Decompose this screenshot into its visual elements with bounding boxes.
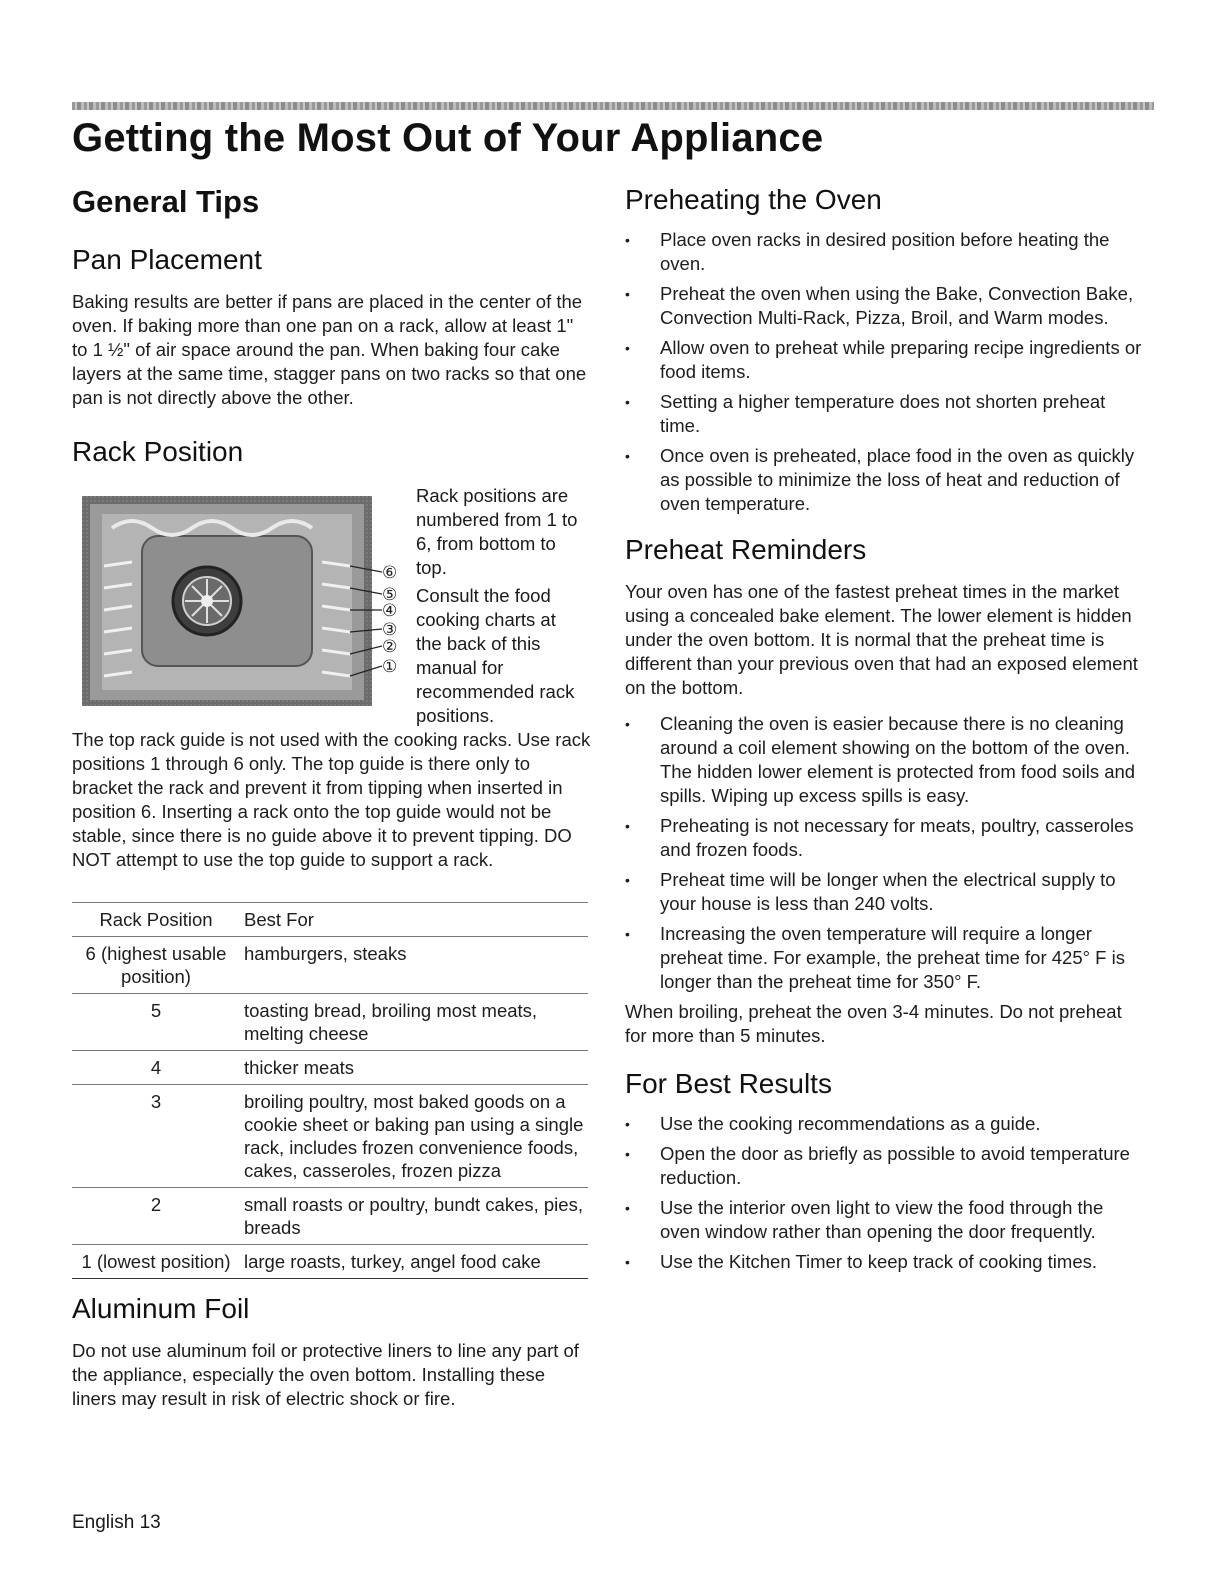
list-item-text: Use the cooking recommendations as a guide. <box>660 1113 1041 1134</box>
list-item <box>625 712 1145 808</box>
oven-interior-illustration <box>82 496 414 708</box>
page-title: Getting the Most Out of Your Appliance <box>72 116 824 160</box>
list-item-text: Place oven racks in desired position before heating the oven. <box>660 229 1110 274</box>
heading-rack-position: Rack Position <box>72 436 244 467</box>
bullet-icon: • <box>625 872 630 888</box>
table-cell-best-for: broiling poultry, most baked goods on a cookie sheet or baking pan using a single rack, includes frozen convenience foods, cakes, casseroles, frozen pizza <box>244 1091 584 1181</box>
left-column <box>72 180 592 1411</box>
list-item <box>625 444 1145 516</box>
aluminum-foil-text: Do not use aluminum foil or protective liners to line any part of the appliance, especially the oven bottom. Installing these liners may result in risk of electric shock or fire. <box>72 1340 579 1409</box>
page-footer: English 13 <box>72 1512 161 1533</box>
table-header-best-for: Best For <box>244 909 314 930</box>
table-row <box>72 1051 588 1085</box>
bullet-icon: • <box>625 394 630 410</box>
rack-guide-note: The top rack guide is not used with the cooking racks. Use rack positions 1 through 6 only. The top guide is there only to bracket the rack and prevent it from tipping when inserted in position 6. Inserting a rack onto the top guide would not be stable, since there is no guide above it to prevent tipping. DO NOT attempt to use the top guide to support a rack. <box>72 729 591 870</box>
list-item-text: Allow oven to preheat while preparing recipe ingredients or food items. <box>660 337 1142 382</box>
preheat-reminders-bullet-list <box>625 712 1145 994</box>
list-item <box>625 282 1145 330</box>
pan-placement-text: Baking results are better if pans are placed in the center of the oven. If baking more than one pan on a rack, allow at least 1" to 1 ½" of air space around the pan. When baking four cake layers at the same time, stagger pans on two racks so that one pan is not directly above the other. <box>72 291 587 408</box>
table-cell-best-for: hamburgers, steaks <box>244 943 407 964</box>
rack-caption <box>416 484 586 728</box>
list-item <box>625 1250 1145 1274</box>
bullet-icon: • <box>625 340 630 356</box>
list-item <box>625 814 1145 862</box>
list-item <box>625 1142 1145 1190</box>
rack-callout-1: ① <box>382 657 398 677</box>
list-item-text: Setting a higher temperature does not shorten preheat time. <box>660 391 1106 436</box>
list-item-text: Increasing the oven temperature will require a longer preheat time. For example, the preheat time for 425° F is longer than the preheat time for 350° F. <box>660 923 1125 992</box>
right-column <box>625 180 1145 1280</box>
rack-figure-area <box>72 484 592 726</box>
list-item <box>625 228 1145 276</box>
list-item-text: Use the interior oven light to view the food through the oven window rather than opening the door frequently. <box>660 1197 1104 1242</box>
heading-preheating-the-oven: Preheating the Oven <box>625 184 882 215</box>
rack-callout-4: ④ <box>382 601 398 621</box>
list-item-text: Use the Kitchen Timer to keep track of cooking times. <box>660 1251 1097 1272</box>
list-item <box>625 336 1145 384</box>
table-cell-best-for: large roasts, turkey, angel food cake <box>244 1251 541 1272</box>
preheat-reminders-text: Your oven has one of the fastest preheat times in the market using a concealed bake element. The lower element is hidden under the oven bottom. It is normal that the preheat time is different than your previous oven that had an exposed element on the bottom. <box>625 581 1138 698</box>
table-cell-position: 6 (highest usable position) <box>85 943 227 987</box>
table-cell-best-for: small roasts or poultry, bundt cakes, pies, breads <box>244 1194 583 1238</box>
rack-callout-6: ⑥ <box>382 563 398 583</box>
rack-callout-3: ③ <box>382 620 398 640</box>
table-header-row <box>72 903 588 937</box>
bullet-icon: • <box>625 1146 630 1162</box>
table-cell-position: 4 <box>150 1057 162 1078</box>
table-row <box>72 1188 588 1245</box>
list-item-text: Once oven is preheated, place food in the oven as quickly as possible to minimize the loss of heat and reduction of oven temperature. <box>660 445 1135 514</box>
heading-pan-placement: Pan Placement <box>72 244 262 275</box>
rack-position-table <box>72 902 588 1279</box>
list-item-text: Preheating is not necessary for meats, poultry, casseroles and frozen foods. <box>660 815 1134 860</box>
bullet-icon: • <box>625 926 630 942</box>
list-item <box>625 1196 1145 1244</box>
list-item <box>625 390 1145 438</box>
best-results-bullet-list <box>625 1112 1145 1274</box>
heading-aluminum-foil: Aluminum Foil <box>72 1293 250 1324</box>
section-title-general-tips: General Tips <box>72 184 260 219</box>
bullet-icon: • <box>625 286 630 302</box>
preheating-bullet-list <box>625 228 1145 516</box>
table-cell-position: 1 (lowest position) <box>81 1251 231 1272</box>
bullet-icon: • <box>625 1200 630 1216</box>
rack-caption-consult: Consult the food cooking charts at the back of this manual for recommended rack positions. <box>416 585 575 726</box>
bullet-icon: • <box>625 232 630 248</box>
table-header-rack-position: Rack Position <box>99 909 213 930</box>
table-cell-best-for: toasting bread, broiling most meats, melting cheese <box>244 1000 538 1044</box>
table-row <box>72 994 588 1051</box>
list-item-text: Open the door as briefly as possible to avoid temperature reduction. <box>660 1143 1130 1188</box>
list-item-text: Preheat time will be longer when the electrical supply to your house is less than 240 volts. <box>660 869 1116 914</box>
bullet-icon: • <box>625 1116 630 1132</box>
heading-preheat-reminders: Preheat Reminders <box>625 534 867 565</box>
bullet-icon: • <box>625 716 630 732</box>
rack-callout-5: ⑤ <box>382 585 398 605</box>
bullet-icon: • <box>625 818 630 834</box>
table-row <box>72 1245 588 1279</box>
list-item-text: Cleaning the oven is easier because there is no cleaning around a coil element showing on the bottom of the oven. The hidden lower element is protected from food soils and spills. Wiping up excess spills is easy. <box>660 713 1136 806</box>
list-item <box>625 922 1145 994</box>
rack-callout-2: ② <box>382 637 398 657</box>
table-cell-position: 3 <box>150 1091 162 1112</box>
table-cell-best-for: thicker meats <box>244 1057 355 1078</box>
list-item <box>625 868 1145 916</box>
broiling-preheat-text: When broiling, preheat the oven 3-4 minutes. Do not preheat for more than 5 minutes. <box>625 1001 1122 1046</box>
rack-caption-numbering: Rack positions are numbered from 1 to 6, from bottom to top. <box>416 485 578 578</box>
table-row <box>72 937 588 994</box>
bullet-icon: • <box>625 1254 630 1270</box>
list-item <box>625 1112 1145 1136</box>
table-row <box>72 1085 588 1188</box>
heading-for-best-results: For Best Results <box>625 1068 832 1099</box>
header-rule <box>72 102 1154 110</box>
table-cell-position: 2 <box>150 1194 162 1215</box>
list-item-text: Preheat the oven when using the Bake, Convection Bake, Convection Multi-Rack, Pizza, Broil, and Warm modes. <box>660 283 1134 328</box>
table-cell-position: 5 <box>150 1000 162 1021</box>
bullet-icon: • <box>625 448 630 464</box>
